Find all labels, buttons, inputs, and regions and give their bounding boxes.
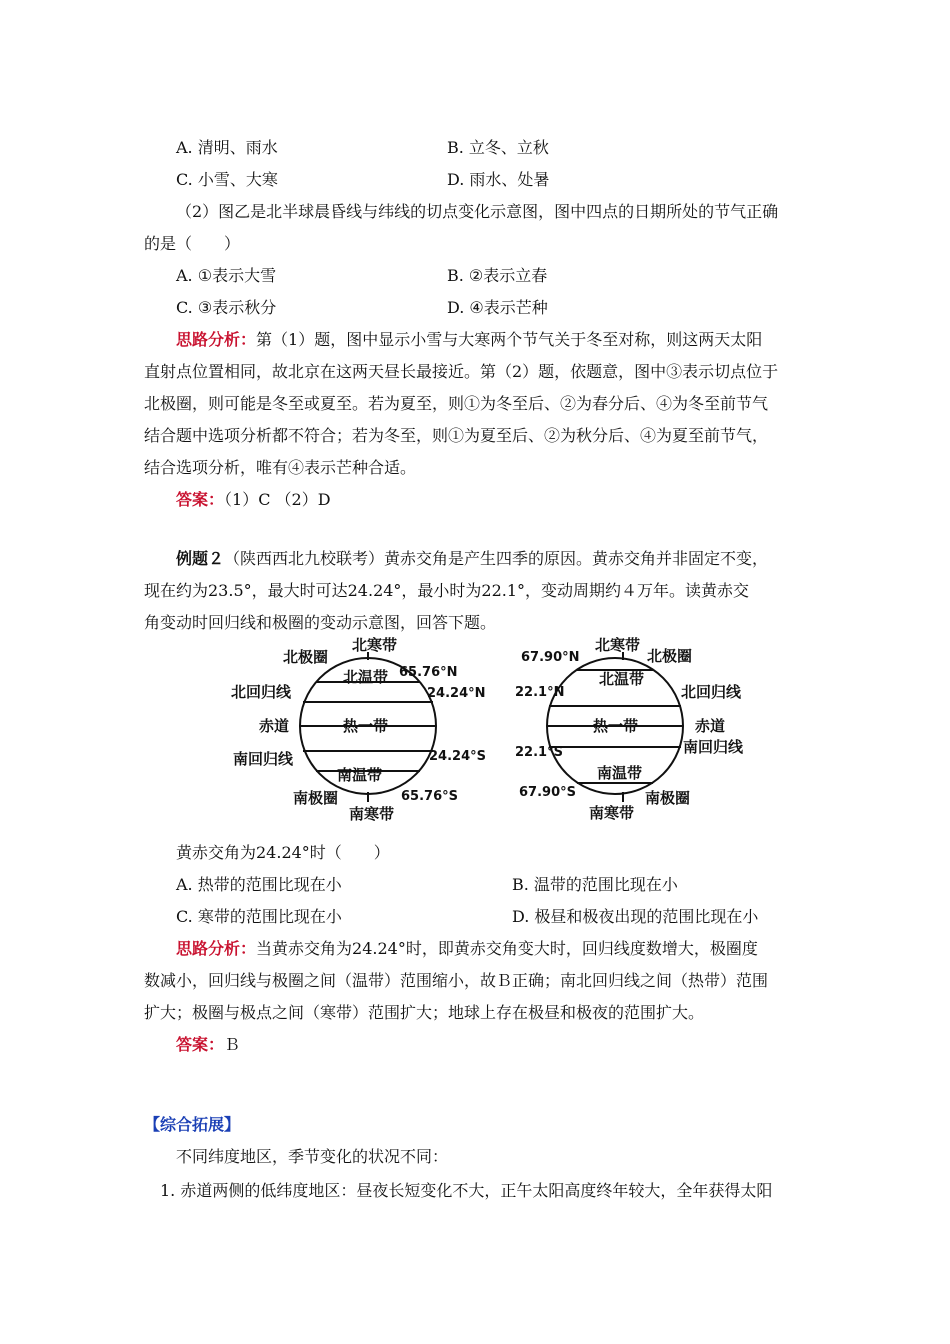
- left-capricorn-lat-label: 24.24°S: [429, 749, 486, 764]
- left-cancer-lat-label: 24.24°N: [427, 686, 486, 701]
- q2-option-b: B. ②表示立春: [447, 266, 548, 285]
- example2-line2: 现在约为23.5°，最大时可达24.24°，最小时为22.1°，变动周期约４万年。读黄赤交: [144, 581, 750, 600]
- right-south-frigid-label: 南寒带: [589, 804, 635, 822]
- q2-stem-line2: 的是（ ）: [144, 234, 241, 253]
- q1-option-d: D. 雨水、处暑: [447, 170, 550, 189]
- left-tropic-cancer-label: 北回归线: [231, 683, 292, 701]
- q1-option-a: A. 清明、雨水: [176, 138, 278, 157]
- q2-option-c: C. ③表示秋分: [176, 298, 277, 317]
- q3-stem: 黄赤交角为24.24°时（ ）: [176, 843, 390, 862]
- right-cancer-lat-label: 22.1°N: [515, 685, 565, 700]
- analysis1-line3: 北极圈，则可能是冬至或夏至。若为夏至，则①为冬至后、②为春分后、④为冬至前节气: [144, 394, 769, 413]
- right-north-frigid-label: 北寒带: [595, 636, 641, 654]
- right-antarctic-circle-label: 南极圈: [645, 789, 691, 807]
- extension-line2: 1. 赤道两侧的低纬度地区：昼夜长短变化不大，正午太阳高度终年较大，全年获得太阳: [160, 1181, 773, 1200]
- right-zone-diagram: [515, 634, 755, 824]
- extension-line1: 不同纬度地区，季节变化的状况不同：: [176, 1147, 449, 1166]
- q3-option-b: B. 温带的范围比现在小: [512, 875, 678, 894]
- left-arctic-lat-label: 65.76°N: [399, 665, 458, 680]
- right-south-temperate-label: 南温带: [597, 764, 643, 782]
- analysis1-line1: 思路分析：第（1）题，图中显示小雪与大寒两个节气关于冬至对称，则这两天太阳: [176, 330, 763, 349]
- answer1-label: 答案：: [176, 490, 225, 509]
- analysis1-label: 思路分析：: [176, 330, 257, 349]
- left-tropic-capricorn-label: 南回归线: [233, 750, 294, 768]
- q3-option-d: D. 极昼和极夜出现的范围比现在小: [512, 907, 759, 926]
- analysis2-line1: 思路分析：当黄赤交角为24.24°时，即黄赤交角变大时，回归线度数增大，极圈度: [176, 939, 758, 958]
- analysis1-line5: 结合选项分析，唯有④表示芒种合适。: [144, 458, 417, 477]
- right-arctic-lat-label: 67.90°N: [521, 650, 580, 665]
- q2-option-d: D. ④表示芒种: [447, 298, 548, 317]
- analysis2-line2: 数减小，回归线与极圈之间（温带）范围缩小，故Ｂ正确；南北回归线之间（热带）范围: [144, 971, 769, 990]
- q2-stem-line1: （2）图乙是北半球晨昏线与纬线的切点变化示意图，图中四点的日期所处的节气正确: [176, 202, 779, 221]
- left-zone-diagram: [225, 634, 487, 824]
- q3-option-c: C. 寒带的范围比现在小: [176, 907, 342, 926]
- left-south-frigid-label: 南寒带: [349, 805, 395, 823]
- right-antarctic-lat-label: 67.90°S: [519, 785, 576, 800]
- left-antarctic-circle-label: 南极圈: [293, 789, 339, 807]
- right-torrid-label: 热一带: [593, 717, 639, 735]
- answer1: [176, 490, 331, 510]
- left-antarctic-lat-label: 65.76°S: [401, 789, 458, 804]
- extension-heading: 【综合拓展】: [144, 1115, 241, 1134]
- left-north-temperate-label: 北温带: [343, 668, 389, 686]
- left-torrid-label: 热一带: [343, 717, 389, 735]
- left-equator-label: 赤道: [259, 717, 290, 735]
- left-north-frigid-label: 北寒带: [352, 636, 398, 654]
- example2-label: 例题２: [176, 549, 225, 568]
- q3-option-a: A. 热带的范围比现在小: [176, 875, 342, 894]
- left-south-temperate-label: 南温带: [337, 766, 383, 784]
- analysis1-line4: 结合题中选项分析都不符合；若为冬至，则①为夏至后、②为秋分后、④为夏至前节气，: [144, 426, 769, 445]
- right-equator-label: 赤道: [695, 717, 726, 735]
- right-tropic-cancer-label: 北回归线: [681, 683, 742, 701]
- left-arctic-circle-label: 北极圈: [283, 648, 329, 666]
- right-capricorn-lat-label: 22.1°S: [515, 745, 563, 760]
- q1-option-c: C. 小雪、大寒: [176, 170, 278, 189]
- analysis2-line3: 扩大；极圈与极点之间（寒带）范围扩大；地球上存在极昼和极夜的范围扩大。: [144, 1003, 705, 1022]
- example2-line3: 角变动时回归线和极圈的变动示意图，回答下题。: [144, 613, 497, 632]
- analysis1-line2: 直射点位置相同，故北京在这两天昼长最接近。第（2）题，依题意，图中③表示切点位于: [144, 362, 779, 381]
- analysis2-label: 思路分析：: [176, 939, 257, 958]
- q2-option-a: A. ①表示大雪: [176, 266, 277, 285]
- right-arctic-circle-label: 北极圈: [647, 647, 693, 665]
- answer1-text: （1）C （2）D: [224, 490, 331, 509]
- right-tropic-capricorn-label: 南回归线: [683, 738, 744, 756]
- right-north-temperate-label: 北温带: [599, 670, 645, 688]
- q1-option-b: B. 立冬、立秋: [447, 138, 549, 157]
- answer2-label: 答案：: [176, 1035, 225, 1054]
- example2-line1: 例题２（陕西西北九校联考）黄赤交角是产生四季的原因。黄赤交角并非固定不变，: [176, 549, 769, 568]
- answer2: [176, 1035, 240, 1055]
- answer2-text: Ｂ: [224, 1035, 241, 1054]
